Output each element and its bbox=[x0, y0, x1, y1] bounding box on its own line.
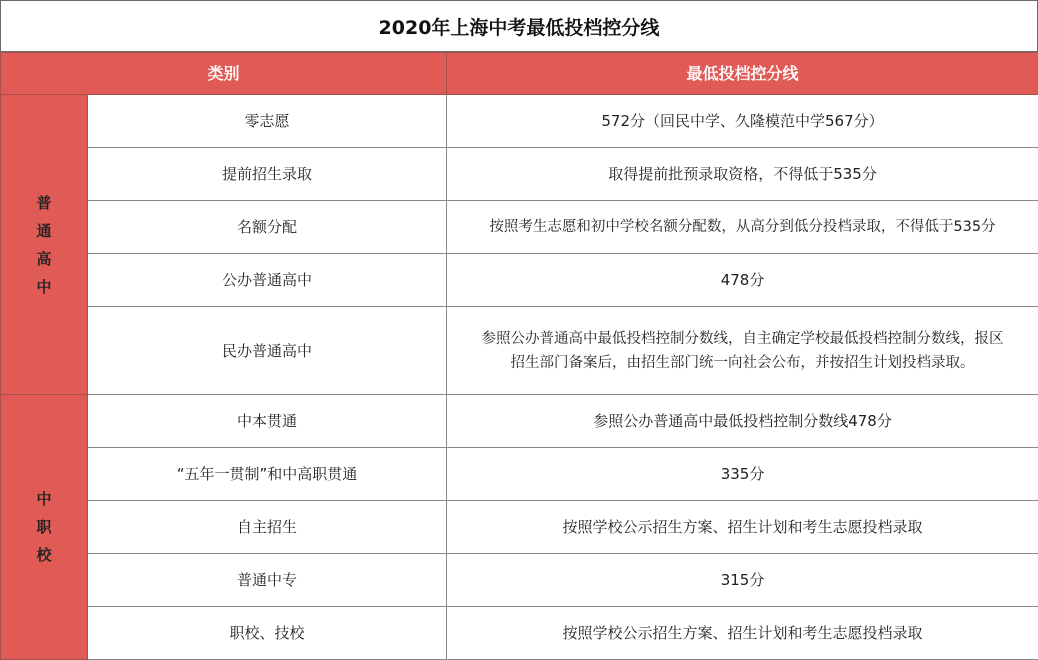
row-category: 名额分配 bbox=[88, 201, 447, 254]
row-category: 民办普通高中 bbox=[88, 307, 447, 395]
row-score: 478分 bbox=[447, 254, 1038, 307]
table-row bbox=[1, 395, 1038, 448]
group-label-general-high-school bbox=[1, 95, 88, 395]
row-score: 按照学校公示招生方案、招生计划和考生志愿投档录取 bbox=[447, 501, 1038, 554]
row-score: 572分（回民中学、久隆模范中学567分） bbox=[447, 95, 1038, 148]
table-row bbox=[1, 607, 1038, 660]
row-category: 零志愿 bbox=[88, 95, 447, 148]
row-score: 取得提前批预录取资格，不得低于535分 bbox=[447, 148, 1038, 201]
row-score: 315分 bbox=[447, 554, 1038, 607]
row-category: 公办普通高中 bbox=[88, 254, 447, 307]
table-row bbox=[1, 307, 1038, 395]
row-category: 普通中专 bbox=[88, 554, 447, 607]
row-category: 自主招生 bbox=[88, 501, 447, 554]
group-label-vocational-school bbox=[1, 395, 88, 660]
row-category: 提前招生录取 bbox=[88, 148, 447, 201]
group-label-text: 中职校 bbox=[36, 490, 52, 564]
header-score-line: 最低投档控分线 bbox=[447, 53, 1038, 95]
row-score-line-1: 参照公办普通高中最低投档控制分数线，自主确定学校最低投档控制分数线，报区 bbox=[481, 330, 1004, 347]
table-row bbox=[1, 148, 1038, 201]
table-row bbox=[1, 95, 1038, 148]
score-table bbox=[0, 52, 1038, 660]
table-row bbox=[1, 501, 1038, 554]
row-score: 参照公办普通高中最低投档控制分数线478分 bbox=[447, 395, 1038, 448]
page-title: 2020年上海中考最低投档控分线 bbox=[0, 0, 1038, 52]
row-score: 按照考生志愿和初中学校名额分配数，从高分到低分投档录取，不得低于535分 bbox=[447, 201, 1038, 254]
header-category: 类别 bbox=[1, 53, 447, 95]
row-category: “五年一贯制”和中高职贯通 bbox=[88, 448, 447, 501]
table-row bbox=[1, 554, 1038, 607]
table-header-row bbox=[1, 53, 1038, 95]
row-category: 职校、技校 bbox=[88, 607, 447, 660]
row-score: 335分 bbox=[447, 448, 1038, 501]
group-label-text: 普通高中 bbox=[36, 193, 52, 296]
table-row bbox=[1, 448, 1038, 501]
row-score bbox=[447, 307, 1038, 395]
row-score: 按照学校公示招生方案、招生计划和考生志愿投档录取 bbox=[447, 607, 1038, 660]
table-row bbox=[1, 201, 1038, 254]
row-score-line-2: 招生部门备案后，由招生部门统一向社会公布，并按招生计划投档录取。 bbox=[510, 354, 975, 371]
table-row bbox=[1, 254, 1038, 307]
row-category: 中本贯通 bbox=[88, 395, 447, 448]
